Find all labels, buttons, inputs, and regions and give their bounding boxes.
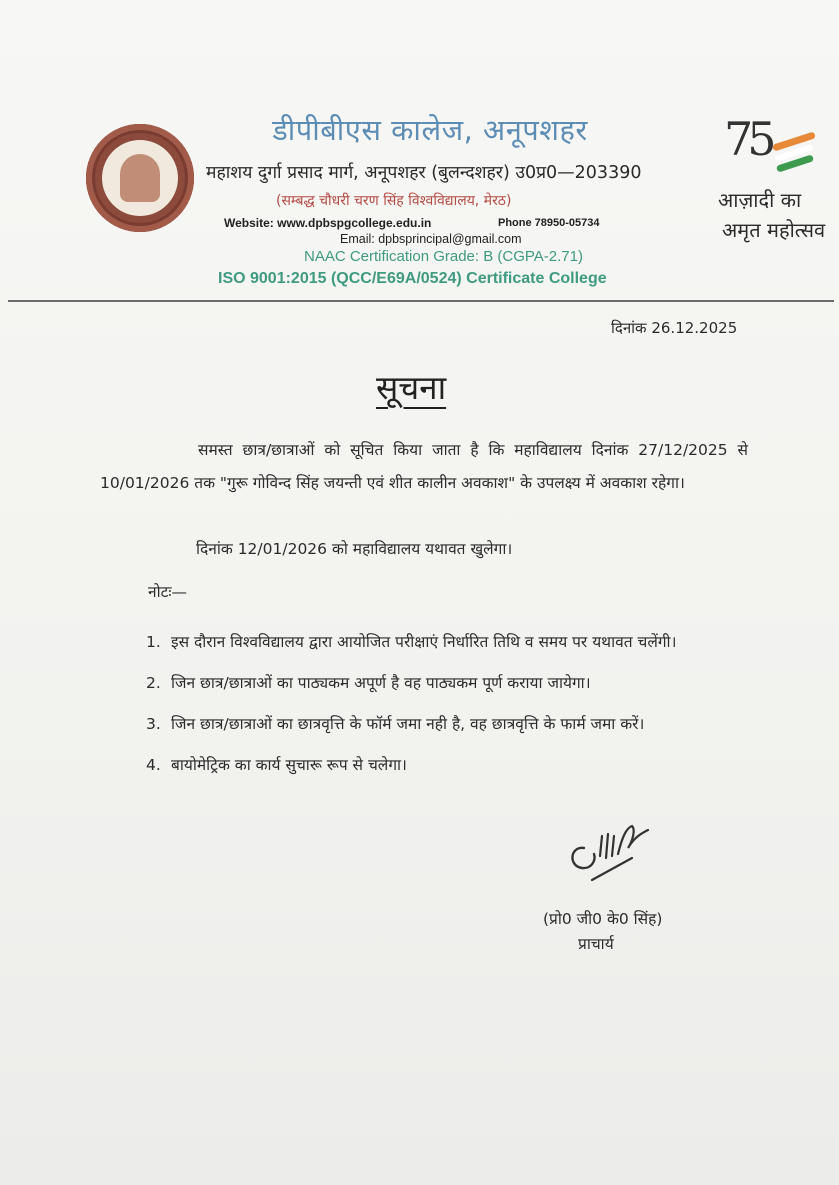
list-item bbox=[138, 749, 746, 781]
notice-paragraph: समस्त छात्र/छात्राओं को सूचित किया जाता है कि महाविद्यालय दिनांक 27/12/2025 से 10/01/2026 तक "गुरू गोविन्द सिंह जयन्ती एवं शीत कालीन अवकाश" के उपलक्ष्य में अवकाश रहेगा। bbox=[100, 441, 748, 492]
azadi-line-2: अमृत महोत्सव bbox=[722, 218, 826, 242]
email: Email: dpbsprincipal@gmail.com bbox=[340, 232, 522, 246]
phone: Phone 78950-05734 bbox=[498, 217, 600, 229]
seal-inner bbox=[102, 140, 178, 216]
affiliation: (सम्बद्ध चौधरी चरण सिंह विश्वविद्यालय, मेरठ) bbox=[276, 193, 512, 209]
point-number: 1. bbox=[146, 633, 161, 651]
azadi-number: 75 bbox=[724, 112, 771, 166]
signatory-designation: प्राचार्य bbox=[578, 935, 614, 953]
azadi-line-1: आज़ादी का bbox=[718, 188, 802, 212]
iso-certification: ISO 9001:2015 (QCC/E69A/0524) Certificate College bbox=[218, 270, 607, 287]
website: Website: www.dpbspgcollege.edu.in bbox=[224, 216, 432, 230]
note-label: नोटः— bbox=[148, 583, 188, 601]
notice-date: दिनांक 26.12.2025 bbox=[611, 319, 738, 337]
list-item bbox=[138, 667, 746, 699]
principal-signature bbox=[562, 808, 662, 888]
college-seal-logo bbox=[86, 124, 194, 232]
azadi-ka-amrit-mahotsav-logo bbox=[712, 112, 830, 252]
point-number: 2. bbox=[146, 674, 161, 692]
notice-points bbox=[138, 626, 746, 781]
point-text: जिन छात्र/छात्राओं का पाठ्यकम अपूर्ण है वह पाठ्यकम पूर्ण कराया जायेगा। bbox=[171, 674, 591, 692]
header-divider bbox=[8, 300, 834, 302]
point-text: जिन छात्र/छात्राओं का छात्रवृत्ति के फॉर्म जमा नही है, वह छात्रवृत्ति के फार्म जमा करें। bbox=[171, 715, 645, 733]
naac-grade: NAAC Certification Grade: B (CGPA-2.71) bbox=[304, 248, 583, 265]
list-item bbox=[138, 626, 746, 658]
college-name: डीपीबीएस कालेज, अनूपशहर bbox=[272, 113, 588, 147]
notice-title: सूचना bbox=[376, 368, 447, 407]
reopen-line: दिनांक 12/01/2026 को महाविद्यालय यथावत खुलेगा। bbox=[196, 540, 513, 558]
point-text: बायोमेट्रिक का कार्य सुचारू रूप से चलेगा। bbox=[171, 756, 407, 774]
list-item bbox=[138, 708, 746, 740]
college-address: महाशय दुर्गा प्रसाद मार्ग, अनूपशहर (बुलन्दशहर) उ0प्र0—203390 bbox=[206, 163, 642, 183]
point-number: 4. bbox=[146, 756, 161, 774]
point-number: 3. bbox=[146, 715, 161, 733]
point-text: इस दौरान विश्वविद्यालय द्वारा आयोजित परीक्षाएं निर्धारित तिथि व समय पर यथावत चलेंगी। bbox=[171, 633, 677, 651]
saraswati-figure-icon bbox=[120, 154, 160, 202]
signatory-name: (प्रो0 जी0 के0 सिंह) bbox=[543, 910, 663, 928]
